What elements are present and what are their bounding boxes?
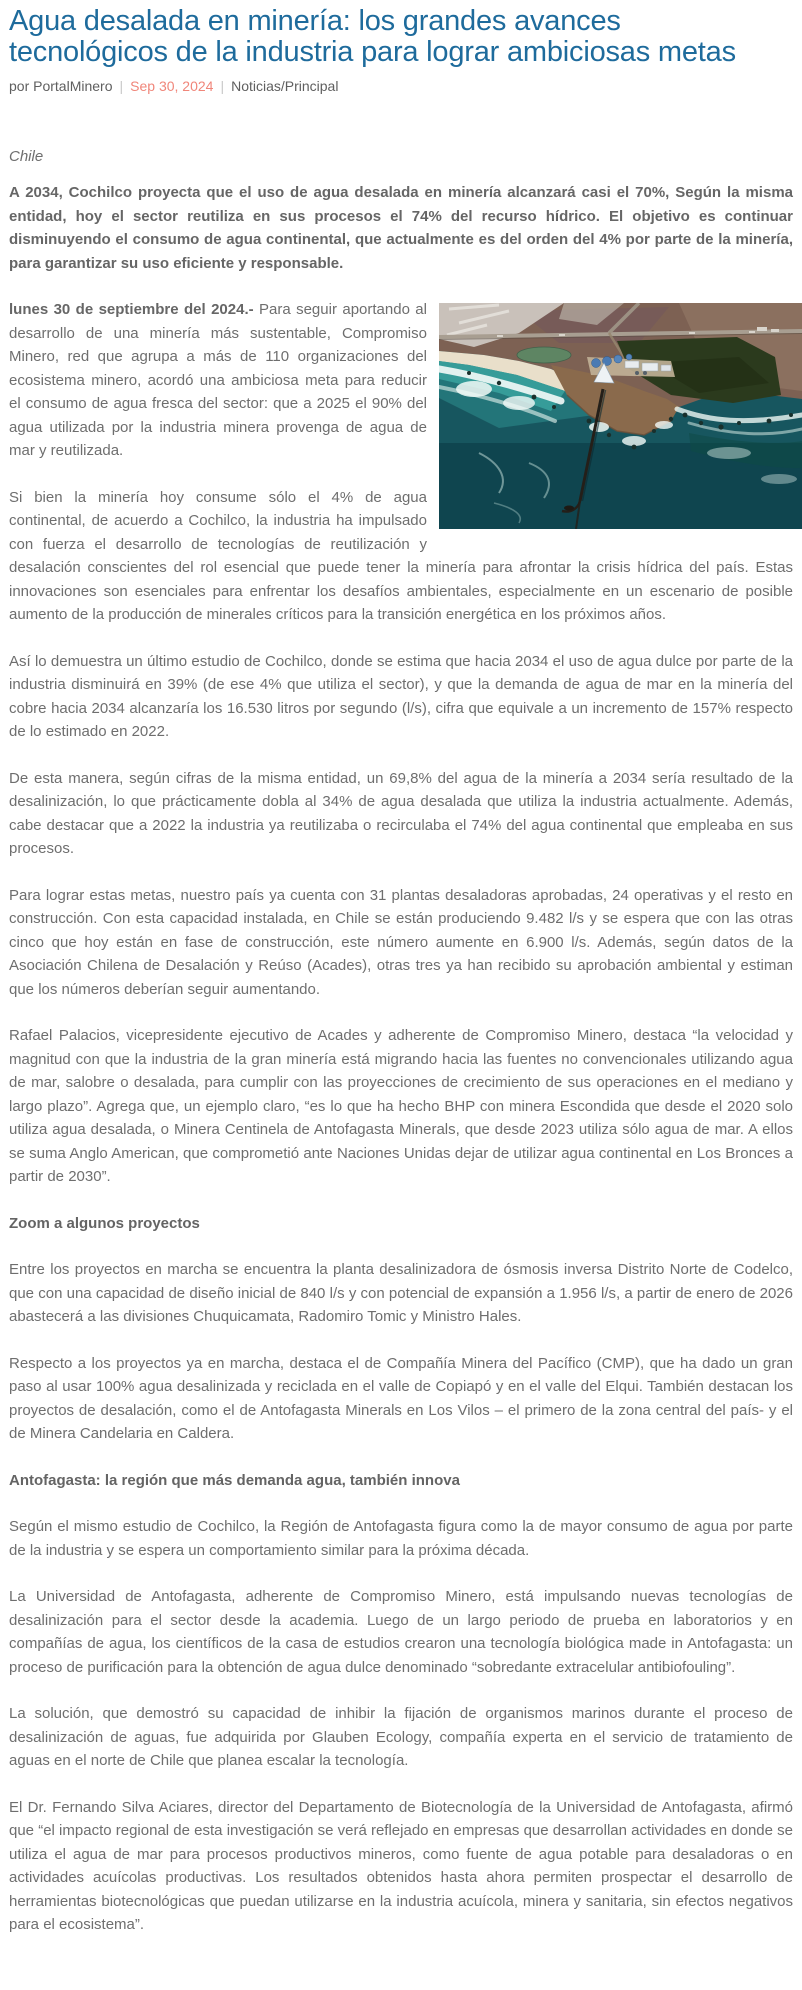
paragraph: Para lograr estas metas, nuestro país ya cuenta con 31 plantas desaladoras aprobadas, 24 operativas y el resto en construcción. Con esta capacidad instalada, en Chile se están produciendo 9.482 l/s y se espera que con las otras cinco que hoy están en fase de construcción, este número aumente en 6.900 l/s. Además, según datos de la Asociación Chilena de Desalación y Reúso (Acades), otras tres ya han recibido su aprobación ambiental y estiman que los números deberían seguir aumentando. [9, 886, 793, 998]
date-lead-in: lunes 30 de septiembre del 2024.- [9, 301, 254, 318]
subheading-antofagasta: Antofagasta: la región que más demanda agua, también innova [9, 1471, 460, 1489]
author-link[interactable]: PortalMinero [33, 78, 113, 94]
paragraph: El Dr. Fernando Silva Aciares, director del Departamento de Biotecnología de la Universidad de Antofagasta, afirmó que “el impacto regional de esta investigación se verá reflejado en empresas que desarrollan actividades en donde se utiliza el agua de mar para procesos productivos mineros, como fuente de agua potable para desaladoras o en actividades acuícolas productivas. Los resultados obtenidos hasta ahora permiten prospectar el desarrollo de herramientas biotecnológicas que puedan utilizarse en la industria acuícola, minera y sanitaria, sin efectos negativos para el ecosistema”. [9, 1798, 793, 1933]
paragraph: Rafael Palacios, vicepresidente ejecutivo de Acades y adherente de Compromiso Minero, destaca “la velocidad y magnitud con que la industria de la gran minería está migrando hacia las fuentes no convencionales utilizando agua de mar, salobre o desalada, para cumplir con las proyecciones de crecimiento de sus operaciones en el mediano y largo plazo”. Agrega que, un ejemplo claro, “es lo que ha hecho BHP con minera Escondida que desde el 2020 solo utiliza agua desalada, o Minera Centinela de Antofagasta Minerals, que desde 2023 utiliza sólo agua de mar. A ellos se suma Anglo American, que comprometió ante Naciones Unidas dejar de utilizar agua continental en Los Bronces a partir de 2030”. [9, 1027, 793, 1185]
article-image [439, 303, 802, 529]
paragraph: Respecto a los proyectos ya en marcha, destaca el de Compañía Minera del Pacífico (CMP), que ha dado un gran paso al usar 100% agua desalinizada y reciclada en el valle de Copiapó y en el valle del Elqui. También destacan los proyectos de desalación, como el de Antofagasta Minerals en Los Vilos – el primero de la zona central del país- y el de Minera Candelaria en Caldera. [9, 1354, 793, 1442]
lead-paragraph: A 2034, Cochilco proyecta que el uso de agua desalada en minería alcanzará casi el 70%, Según la misma entidad, hoy el sector reutiliza en sus procesos el 74% del recurso hídrico. El objetivo es continuar disminuyendo el consumo de agua continental, que actualmente es del orden del 4% por parte de la minería, para garantizar su uso eficiente y responsable. [9, 184, 793, 272]
coastal-desalination-plant-aerial-photo [439, 303, 802, 529]
location-label: Chile [9, 148, 44, 165]
paragraph: De esta manera, según cifras de la misma entidad, un 69,8% del agua de la minería a 2034 sería resultado de la desalinización, lo que prácticamente dobla al 34% de agua desalada que utiliza la industria actualmente. Además, cabe destacar que a 2022 la industria ya reutilizaba o recirculaba el 74% del agua continental que empleaba en sus procesos. [9, 769, 793, 857]
post-date: Sep 30, 2024 [130, 78, 214, 94]
paragraph: La Universidad de Antofagasta, adherente de Compromiso Minero, está impulsando nuevas tecnologías de desalinización para el sector desde la academia. Luego de un largo periodo de prueba en laboratorios y en compañías de agua, los científicos de la casa de estudios crearon una tecnología biológica made in Antofagasta: un proceso de purificación para la obtención de agua dulce denominado “sobredante extracelular antibiofouling”. [9, 1588, 793, 1676]
subheading-projects: Zoom a algunos proyectos [9, 1214, 200, 1232]
byline [9, 78, 793, 94]
paragraph: Así lo demuestra un último estudio de Cochilco, donde se estima que hacia 2034 el uso de agua dulce por parte de la industria disminuirá en 39% (de ese 4% que utiliza el sector), y que la demanda de agua de mar en la minería del cobre hacia 2034 alcanzaría los 16.530 litros por segundo (l/s), cifra que equivale a un incremento de 157% respecto de lo estimado en 2022. [9, 652, 793, 740]
byline-separator: | [119, 78, 124, 94]
category-link[interactable]: Noticias/Principal [231, 78, 339, 94]
byline-prefix: por [9, 78, 30, 94]
page-title: Agua desalada en minería: los grandes avances tecnológicos de la industria para lograr ambiciosas metas [9, 5, 736, 68]
paragraph: Según el mismo estudio de Cochilco, la Región de Antofagasta figura como la de mayor consumo de agua por parte de la industria y se espera un comportamiento similar para la próxima década. [9, 1518, 793, 1559]
byline-separator: | [220, 78, 225, 94]
paragraph: Entre los proyectos en marcha se encuentra la planta desalinizadora de ósmosis inversa Distrito Norte de Codelco, que con una capacidad de diseño inicial de 840 l/s y con potencial de expansión a 1.956 l/s, a partir de enero de 2026 abastecerá a las divisiones Chuquicamata, Radomiro Tomic y Ministro Hales. [9, 1261, 793, 1325]
paragraph: Si bien la minería hoy consume sólo el 4% de agua continental, de acuerdo a Cochilco, la industria ha impulsado con fuerza el desarrollo de tecnologías de reutilización y desalación conscientes del rol esencial que puede tener la minería para afrontar la crisis hídrica del país. Estas innovaciones son esenciales para enfrentar los desafíos ambientales, especialmente en un escenario de posible aumento de la producción de minerales críticos para la transición energética en los próximos años. [9, 488, 793, 623]
paragraph-date-intro [9, 298, 793, 463]
paragraph: La solución, que demostró su capacidad de inhibir la fijación de organismos marinos durante el proceso de desalinización de aguas, fue adquirida por Glauben Ecology, compañía experta en el servicio de tratamiento de aguas en el norte de Chile que planea escalar la tecnología. [9, 1705, 793, 1769]
date-paragraph-text: Para seguir aportando al desarrollo de una minería más sustentable, Compromiso Minero, red que agrupa a más de 110 organizaciones del ecosistema minero, acordó una ambiciosa meta para reducir el consumo de agua fresca del sector: que a 2025 el 90% del agua utilizada por la industria minera provenga de agua de mar y reutilizada. [9, 301, 427, 459]
